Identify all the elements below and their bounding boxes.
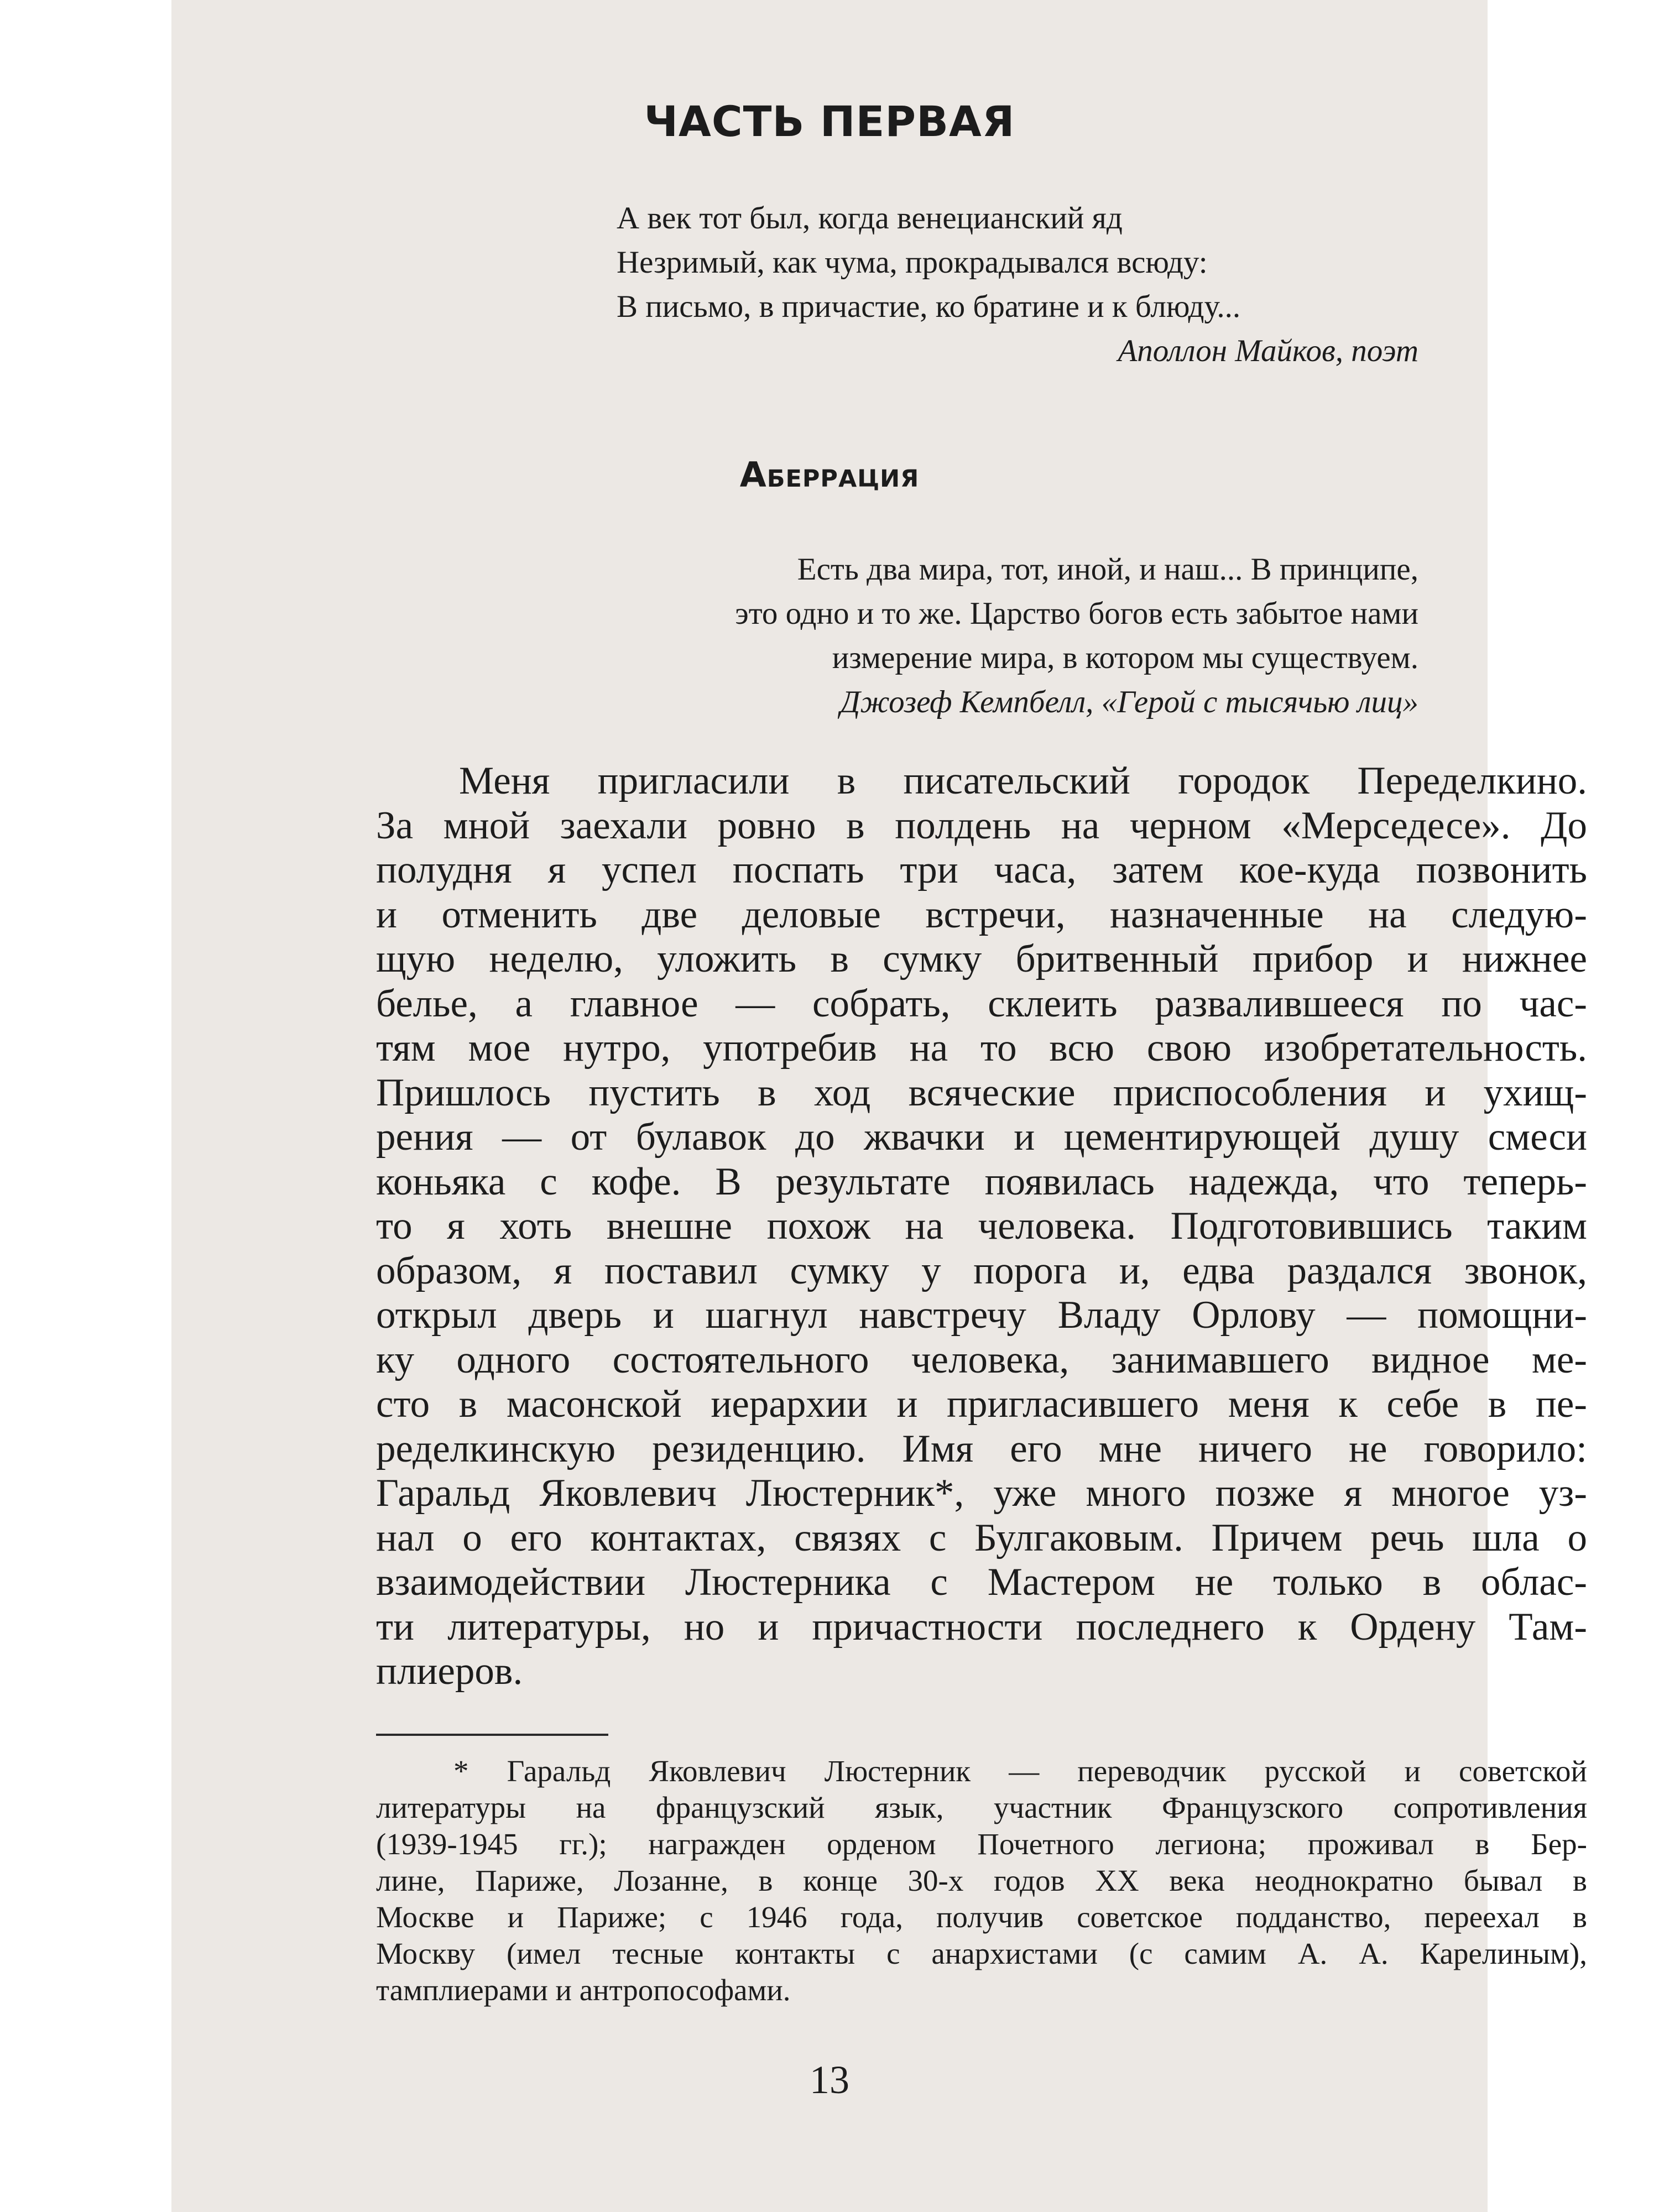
body-line: сто в масонской иерархии и пригласившего меня к себе в пе- <box>376 1383 1587 1426</box>
footnote-line: Москву (имел тесные контакты с анархистами (с самим А. А. Карелиным), <box>376 1937 1587 1970</box>
body-line: белье, а главное — собрать, склеить развалившееся по час- <box>376 982 1587 1025</box>
body-line: коньяка с кофе. В результате появилась надежда, что теперь- <box>376 1160 1587 1203</box>
body-line: плиеров. <box>376 1650 523 1693</box>
epigraph-line: Незримый, как чума, прокрадывался всюду: <box>617 245 1208 280</box>
body-line: ку одного состоятельного человека, занимавшего видное ме- <box>376 1338 1587 1381</box>
footnote-line: * Гаральд Яковлевич Люстерник — переводчик русской и советской <box>453 1754 1587 1788</box>
body-line: образом, я поставил сумку у порога и, едва раздался звонок, <box>376 1249 1587 1292</box>
footnote-line: (1939-1945 гг.); награжден орденом Почетного легиона; проживал в Бер- <box>376 1827 1587 1861</box>
body-paragraph <box>376 759 1587 1694</box>
body-line: Пришлось пустить в ход всяческие приспособления и ухищ- <box>376 1071 1587 1114</box>
epigraph-line: это одно и то же. Царство богов есть забытое нами <box>735 596 1418 631</box>
part-title: ЧАСТЬ ПЕРВАЯ <box>644 97 1015 146</box>
epigraph-attribution: Джозеф Кемпбелл, «Герой с тысячью лиц» <box>840 685 1418 719</box>
body-line: щую неделю, уложить в сумку бритвенный прибор и нижнее <box>376 937 1587 980</box>
body-line: Гаральд Яковлевич Люстерник*, уже много позже я многое уз- <box>376 1472 1587 1515</box>
epigraph-line: Есть два мира, тот, иной, и наш... В принципе, <box>797 552 1418 587</box>
book-page <box>171 0 1587 2212</box>
epigraph-line: В письмо, в причастие, ко братине и к блюду... <box>617 289 1241 324</box>
footnote-line: литературы на французский язык, участник Французского сопротивления <box>376 1791 1587 1824</box>
body-line: полудня я успел поспать три часа, затем кое-куда позвонить <box>376 848 1587 891</box>
body-line: ти литературы, но и причастности последнего к Ордену Там- <box>376 1605 1587 1648</box>
body-line: то я хоть внешне похож на человека. Подготовившись таким <box>376 1204 1587 1248</box>
footnote-line: тамплиерами и антропософами. <box>376 1973 791 2007</box>
body-line: открыл дверь и шагнул навстречу Владу Орлову — помощни- <box>376 1293 1587 1337</box>
body-line: нал о его контактах, связях с Булгаковым. Причем речь шла о <box>376 1516 1587 1559</box>
chapter-title: Аберрация <box>739 455 920 495</box>
footnote-line: лине, Париже, Лозанне, в конце 30-х годов XX века неоднократно бывал в <box>376 1864 1587 1897</box>
body-line: Меня пригласили в писательский городок Переделкино. <box>459 759 1587 802</box>
body-line: рения — от булавок до жвачки и цементирующей душу смеси <box>376 1115 1587 1159</box>
epigraph-maykov <box>617 196 1418 373</box>
footnote <box>376 1753 1587 2008</box>
epigraph-campbell <box>534 547 1418 724</box>
footnote-line: Москве и Париже; с 1946 года, получив советское подданство, переехал в <box>376 1900 1587 1934</box>
body-line: ределкинскую резиденцию. Имя его мне ничего не говорило: <box>376 1427 1587 1470</box>
body-line: и отменить две деловые встречи, назначенные на следую- <box>376 893 1587 936</box>
body-line: За мной заехали ровно в полдень на черном «Мерседесе». До <box>376 804 1587 847</box>
epigraph-line: измерение мира, в котором мы существуем. <box>832 640 1418 675</box>
epigraph-line: А век тот был, когда венецианский яд <box>617 201 1123 236</box>
epigraph-attribution: Аполлон Майков, поэт <box>1118 333 1418 368</box>
page-number: 13 <box>810 2058 849 2102</box>
footnote-divider <box>376 1734 608 1736</box>
body-line: тям мое нутро, употребив на то всю свою изобретательность. <box>376 1026 1587 1070</box>
body-line: взаимодействии Люстерника с Мастером не только в облас- <box>376 1561 1587 1604</box>
